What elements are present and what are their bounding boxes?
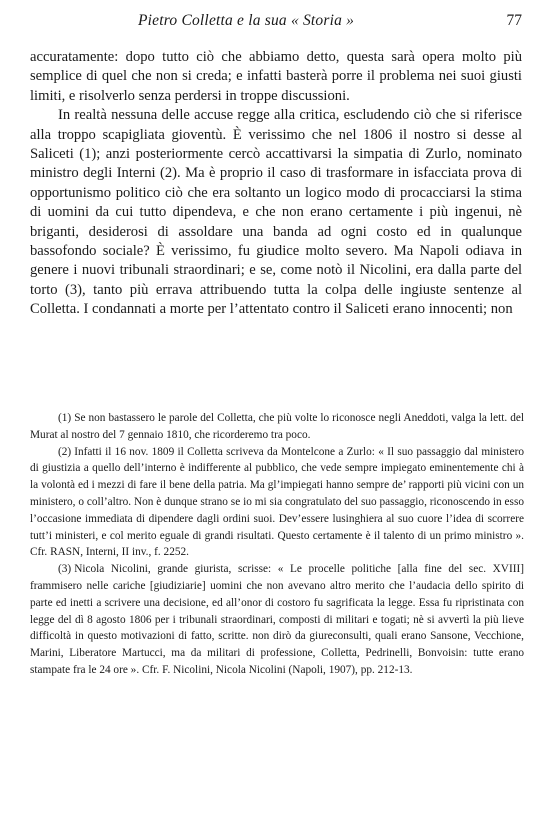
footnote-text: Nicola Nicolini, grande giurista, scrisse: « Le procelle politiche [alla fine del sec. XVIII] frammisero nelle cariche [giudiziarie] uomini che non avevano altro merito che l’audacia dello spirito di parte ed inetti a scrivere una decisione, ed all’onor di costoro fu sagrificata la legge. Essa fu ripristinata con legge del dì 8 agosto 1806 per i tribunali straordinari, composti di militari e togati; nè si avvertì la più lieve difficoltà in questo motivazioni di fatto, scritte. non dirò da giureconsulti, quali erano Sansone, Vecchione, Marini, Liberatore Martucci, ma da militari di professione, Colletta, Pedrinelli, Bonvoisin: tutte erano stampate fra le 24 ore ». Cfr. F. Nicolini, Nicola Nicolini (Napoli, 1907), pp. 212-13. [30,563,524,676]
footnote [30,561,524,679]
main-text [30,48,522,320]
page-header [0,12,550,34]
body-paragraph: accuratamente: dopo tutto ciò che abbiamo detto, questa sarà opera molto più semplice di quel che non si creda; e infatti basterà porre il problema nei suoi giusti limiti, e risolverlo senza perdersi in troppe discussioni. [30,49,522,104]
footnote-mark: (2) [58,445,72,458]
footnote [30,444,524,562]
footnote-mark: (1) [58,412,72,424]
footnote-text: Se non bastassero le parole del Colletta, che più volte lo riconosce negli Aneddoti, valga la lett. del Murat al nostro del 7 gennaio 1810, che ricorderemo tra poco. [30,412,524,441]
footnotes [30,410,524,679]
footnote [30,410,524,444]
body-paragraph: In realtà nessuna delle accuse regge alla critica, escludendo ciò che si riferisce alla troppo scapigliata gioventù. È verissimo che nel 1806 il nostro si desse al Saliceti (1); anzi posteriormente cercò accattivarsi la simpatia di Zurlo, nominato ministro degli Interni (2). Ma è proprio il caso di trasformare in isfacciata prova di opportunismo politico ciò che era soltanto un logico modo di procacciarsi la stima di uomini da cui tutto dipendeva, e che non erano certamente i più ingenui, nè briganti, desiderosi di assoldare una banda ad ogni costo ed in qualunque bassofondo sociale? È verissimo, fu giudice molto severo. Ma Napoli odiava in genere i nuovi tribunali straordinari; e se, come notò il Nicolini, era dalla parte del torto (3), tanto più errava attribuendo tutta la colpa delle ingiuste sentenze al Colletta. I condannati a morte per l’attentato contro il Saliceti erano innocenti; non [30,107,522,318]
footnote-mark: (3) [58,563,72,576]
footnote-text: Infatti il 16 nov. 1809 il Colletta scriveva da Montelcone a Zurlo: « Il suo passaggio dal ministero di giustizia a quello dell’interno è indifferente al pubblico, che vede sempre impiegato eminentemente chi à la volontà ed i mezzi di fare il bene della patria. Ma gl’impiegati hanno sempre de’ rapporti più vicini con un ministero, o coll’altro. Non è dunque strano se io mi sia congratulato del suo passaggio, riconoscendo in esso l’occasione immediata di dipendere dagli ordini suoi. Dev’essere lusinghiera al suo cuore l’idea di scorrere tutt’i ministeri, e col merito eguale di grandi risultati. Questo certamente è il talento di un primo ministro ». Cfr. RASN, Interni, II inv., f. 2252. [30,445,524,559]
page-number: 77 [506,12,522,29]
running-head: Pietro Colletta e la sua « Storia » [138,12,355,29]
